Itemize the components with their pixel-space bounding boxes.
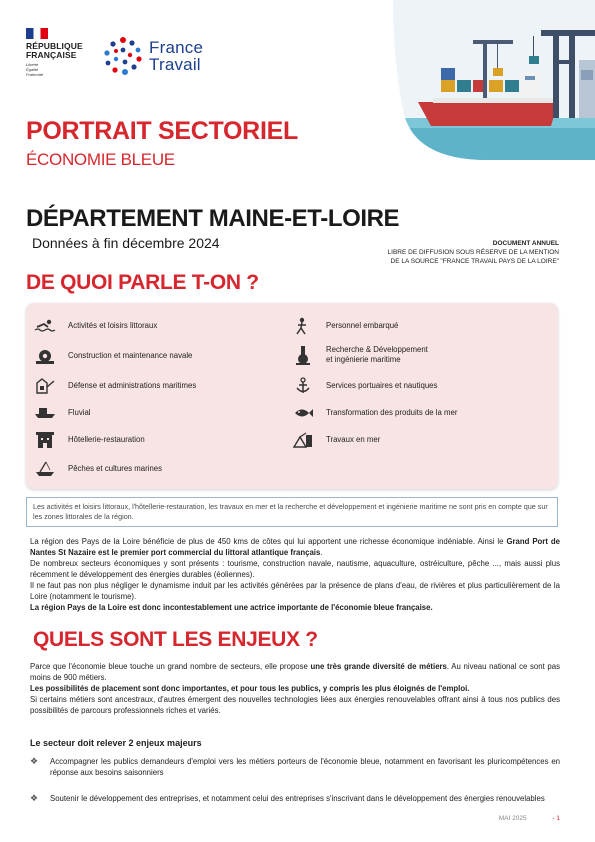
sector-label: Travaux en mer — [326, 435, 381, 444]
france-travail-logo — [103, 36, 203, 76]
sector-label: Construction et maintenance navale — [68, 351, 193, 360]
sector-label: Transformation des produits de la mer — [326, 408, 458, 417]
port-cargo-ship-illustration — [393, 0, 595, 160]
swimmer-icon — [34, 317, 56, 335]
republique-francaise-logo — [26, 28, 96, 77]
sector-item — [34, 404, 91, 422]
river-boat-icon — [34, 404, 56, 422]
sector-label: Activités et loisirs littoraux — [68, 321, 158, 330]
page-title: PORTRAIT SECTORIEL — [26, 117, 298, 145]
marianne-flag-icon — [26, 28, 48, 39]
sector-label: Services portuaires et nautiques — [326, 381, 438, 390]
sector-item — [34, 377, 196, 395]
footer-date: MAI 2025 — [498, 815, 527, 822]
challenge-item — [30, 756, 560, 778]
section-heading-enjeux: QUELS SONT LES ENJEUX ? — [33, 628, 318, 651]
sector-label: Recherche & Développement et ingénierie maritime — [326, 345, 428, 364]
doc-note-line-2: DE LA SOURCE "FRANCE TRAVAIL PAYS DE LA LOIRE" — [390, 258, 559, 265]
sector-item — [292, 404, 457, 422]
sector-item — [292, 317, 398, 335]
page-subtitle: ÉCONOMIE BLEUE — [26, 150, 175, 169]
diamond-bullet-icon: ❖ — [30, 756, 39, 766]
intro-paragraph: La région des Pays de la Loire bénéficie de plus de 450 kms de côtes qui lui apportent une richesse économique indéniable. Ainsi le Grand Port de Nantes St Nazaire est le premier port commercial du littoral atlantique français. De nombreux secteurs économiques y sont présents : tourisme, construction navale, nautisme, aquaculture, ostréiculture, pêche ..., mais aussi plus récemment le développement des énergies durables (éoliennes). Il ne faut pas non plus négliger le dynamisme induit par les activités générées par la présence de plans d'eau, de rivières et plus particulièrement de la Loire (notamment le tourisme). La région Pays de la Loire est donc incontestablement une actrice importante de l'économie bleue française. — [30, 537, 560, 612]
rf-motto: Liberté Égalité Fraternité — [26, 62, 44, 77]
fish-processing-icon — [292, 404, 314, 422]
fishing-icon — [34, 460, 56, 478]
offshore-works-icon — [292, 431, 314, 449]
port-services-icon — [292, 377, 314, 395]
crew-icon — [292, 317, 314, 335]
challenge-item — [30, 793, 560, 804]
sector-label: Fluvial — [68, 408, 91, 417]
sector-item — [34, 460, 162, 478]
scope-note: Les activités et loisirs littoraux, l'hôtellerie-restauration, les travaux en mer et la recherche et développement et ingénierie maritime ne sont pris en compte que sur les zones littorales de la région. — [26, 497, 558, 527]
page-footer — [499, 815, 560, 822]
sector-item — [292, 377, 437, 395]
ft-name-line-2: Travail — [149, 55, 201, 74]
rf-line-2: FRANÇAISE — [26, 50, 77, 60]
sectors-panel — [26, 303, 558, 489]
rf-line-1: RÉPUBLIQUE — [26, 41, 83, 51]
page-number: - 1 — [552, 815, 560, 822]
ft-name-line-1: France — [149, 38, 204, 57]
sector-item — [292, 345, 428, 365]
france-travail-dots-icon — [103, 36, 143, 76]
enjeux-paragraph: Parce que l'économie bleue touche un grand nombre de secteurs, elle propose une très grande diversité de métiers. Au niveau national ce sont pas moins de 900 métiers. Les possibilités de placement sont donc importantes, et pour tous les publics, y compris les plus éloignés de l'emploi. Si certains métiers sont ancestraux, d'autres émergent des nouvelles technologies liées aux énergies renouvelables offrant ainsi à tous nos publics des possibilités de parcours professionnels riches et variés. — [30, 662, 560, 715]
challenge-text: Soutenir le développement des entreprises, et notamment celui des entreprises s'inscrivant dans le développement des énergies renouvelables — [50, 794, 545, 803]
sector-item — [34, 431, 145, 449]
sector-label: Défense et administrations maritimes — [68, 381, 197, 390]
document-note — [319, 239, 559, 266]
diamond-bullet-icon: ❖ — [30, 793, 39, 803]
data-date: Données à fin décembre 2024 — [32, 235, 220, 251]
sector-item — [34, 347, 192, 365]
shipyard-icon — [34, 347, 56, 365]
section-heading-de-quoi: DE QUOI PARLE T-ON ? — [26, 271, 259, 294]
sector-item — [292, 431, 380, 449]
challenge-text: Accompagner les publics demandeurs d'emploi vers les métiers porteurs de l'économie bleue, notamment en favorisant les pluricompétences en réponse aux besoins saisonniers — [50, 757, 560, 777]
defense-icon — [34, 377, 56, 395]
research-icon — [292, 346, 314, 364]
challenges-heading: Le secteur doit relever 2 enjeux majeurs — [30, 738, 202, 748]
hotel-icon — [34, 431, 56, 449]
sector-label: Personnel embarqué — [326, 321, 399, 330]
department-heading: DÉPARTEMENT MAINE-ET-LOIRE — [26, 205, 400, 232]
sector-label: Hôtellerie-restauration — [68, 435, 145, 444]
sector-label: Pêches et cultures marines — [68, 464, 163, 473]
doc-note-line-1: LIBRE DE DIFFUSION SOUS RÉSERVE DE LA MENTION — [387, 249, 559, 256]
doc-note-title: DOCUMENT ANNUEL — [492, 240, 559, 247]
sector-item — [34, 317, 157, 335]
